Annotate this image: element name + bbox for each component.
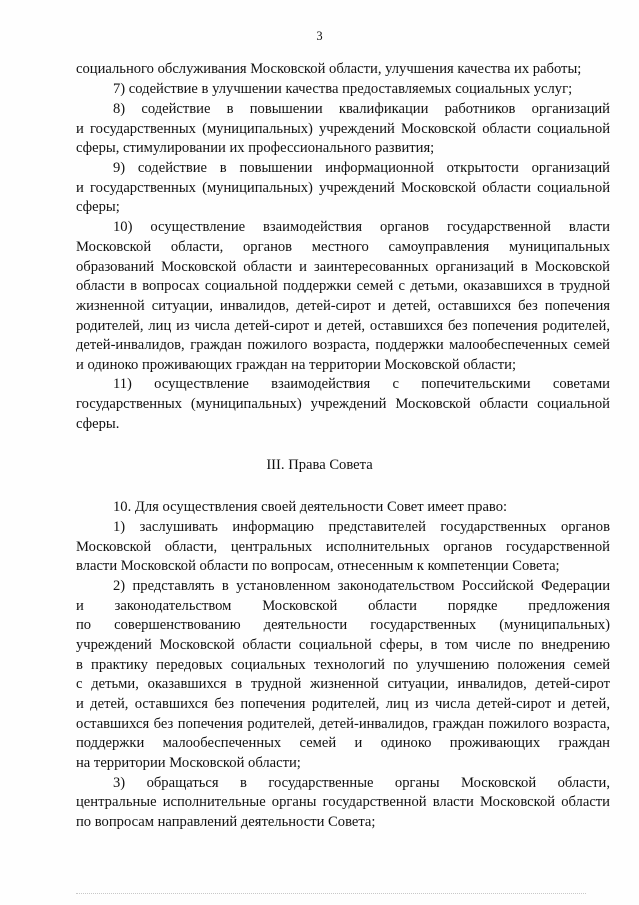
text-line: 1) заслушивать информацию представителей государственных органов [113,519,610,535]
text-line: социального обслуживания Московской области, улучшения качества их работы; [76,61,582,77]
text-line: сферы, стимулировании их профессионального развития; [76,140,435,156]
text-line: жизненной ситуации, инвалидов, детей-сирот и детей, оставшихся без попечения [76,298,610,314]
text-line: по совершенствованию деятельности государственных (муниципальных) [76,617,610,633]
text-line: оставшихся без попечения родителей, детей-инвалидов, граждан пожилого возраста, [76,716,610,732]
text-line: и детей, оставшихся без попечения родителей, лиц из числа детей-сирот и детей, [76,696,610,712]
text-line: 2) представлять в установленном законодательством Российской Федерации [113,578,610,594]
text-line: центральные исполнительные органы государственной власти Московской области [76,794,610,810]
text-line: по вопросам направлений деятельности Совета; [76,814,376,830]
text-line: сферы. [76,416,120,432]
text-line: в практику передовых социальных технологий по улучшению положения семей [76,657,610,673]
scan-artifact [76,893,586,895]
text-line: 8) содействие в повышении квалификации работников организаций [113,101,610,117]
text-line: Московской области, центральных исполнительных органов государственной [76,539,610,555]
text-line: Московской области, органов местного самоуправления муниципальных [76,239,610,255]
text-line: 9) содействие в повышении информационной открытости организаций [113,160,610,176]
text-line: области в вопросах социальной поддержки семей с детьми, оказавшихся в трудной [76,278,610,294]
text-line: 11) осуществление взаимодействия с попечительскими советами [113,376,610,392]
text-line: и государственных (муниципальных) учреждений Московской области социальной [76,121,610,137]
text-line: 10. Для осуществления своей деятельности Совет имеет право: [113,499,508,515]
text-line: 10) осуществление взаимодействия органов государственной власти [113,219,610,235]
text-line: образований Московской области и заинтересованных организаций в Московской [76,259,610,275]
text-line: власти Московской области по вопросам, отнесенным к компетенции Совета; [76,558,560,574]
text-line: детей-инвалидов, граждан пожилого возраста, поддержки малообеспеченных семей [76,337,610,353]
text-line: родителей, лиц из числа детей-сирот и детей, оставшихся без попечения родителей, [76,318,610,334]
text-line: учреждений Московской области социальной сферы, в том числе по внедрению [76,637,610,653]
text-line: сферы; [76,199,120,215]
text-line: 3) обращаться в государственные органы Московской области, [113,775,610,791]
text-line: с детьми, оказавшихся в трудной жизненной ситуации, инвалидов, детей-сирот [76,676,610,692]
text-line: и законодательством Московской области порядке предложения [76,598,610,614]
text-line: поддержки малообеспеченных семей и одиноко проживающих граждан [76,735,610,751]
section-heading: III. Права Совета [266,457,373,473]
text-line: и государственных (муниципальных) учреждений Московской области социальной [76,180,610,196]
page-number: 3 [316,29,323,43]
text-line: и одиноко проживающих граждан на территории Московской области; [76,357,517,373]
text-line: 7) содействие в улучшении качества предоставляемых социальных услуг; [113,81,573,97]
text-line: государственных (муниципальных) учреждений Московской области социальной [76,396,610,412]
text-line: на территории Московской области; [76,755,301,771]
